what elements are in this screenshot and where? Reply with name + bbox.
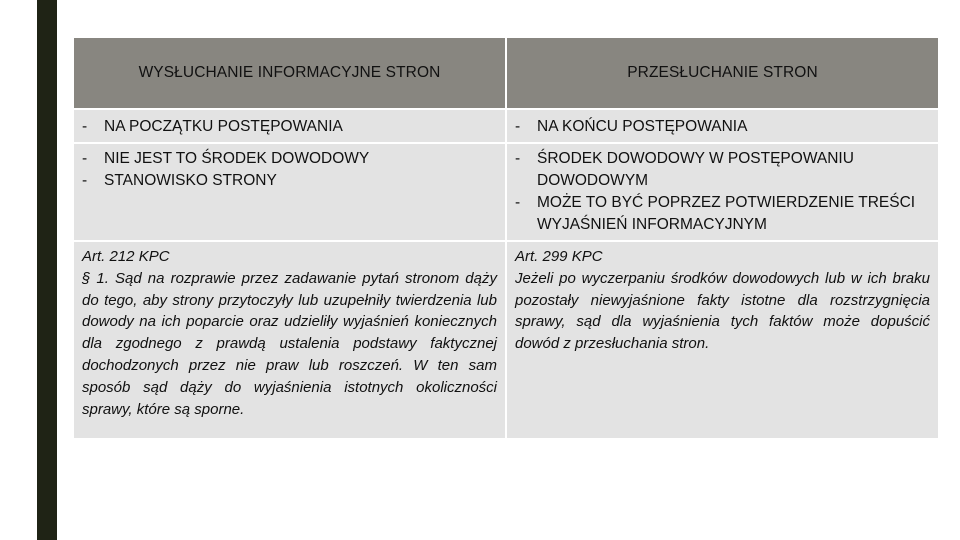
- article-212-cell: [73, 241, 506, 439]
- cell-right: [506, 143, 939, 241]
- table-row: [73, 241, 939, 439]
- header-right: PRZESŁUCHANIE STRON: [506, 37, 939, 109]
- comparison-table: [72, 36, 940, 440]
- cell-left: [73, 109, 506, 143]
- table-row: [73, 143, 939, 241]
- list-item: - NA KOŃCU POSTĘPOWANIA: [515, 118, 748, 135]
- list-item: - NIE JEST TO ŚRODEK DOWODOWY: [82, 150, 370, 167]
- left-accent-bar: [37, 0, 57, 540]
- list-item: - MOŻE TO BYĆ POPRZEZ POTWIERDZENIE TREŚCI WYJAŚNIEŃ INFORMACYJNYM: [515, 194, 916, 233]
- cell-right: [506, 109, 939, 143]
- article-body: § 1. Sąd na rozprawie przez zadawanie pytań stronom dąży do tego, aby strony przytoczyły lub uzupełniły twierdzenia lub dowody na ich poparcie oraz udzieliły wyjaśnień koniecznych dla zgodnego z prawdą ustalenia podstawy faktycznej dochodzonych przez nie praw lub roszczeń. W ten sam sposób sąd dąży do wyjaśnienia istotnych okoliczności sprawy, które są sporne.: [82, 269, 497, 418]
- article-title: Art. 299 KPC: [515, 248, 603, 265]
- list-item: - NA POCZĄTKU POSTĘPOWANIA: [82, 118, 343, 135]
- article-title: Art. 212 KPC: [82, 248, 170, 265]
- list-item: - ŚRODEK DOWODOWY W POSTĘPOWANIU DOWODOWYM: [515, 150, 854, 189]
- cell-left: [73, 143, 506, 241]
- table-row: [73, 109, 939, 143]
- list-item: - STANOWISKO STRONY: [82, 172, 277, 189]
- header-left: WYSŁUCHANIE INFORMACYJNE STRON: [73, 37, 506, 109]
- article-299-cell: [506, 241, 939, 439]
- table-header-row: [73, 37, 939, 109]
- article-body: Jeżeli po wyczerpaniu środków dowodowych lub w ich braku pozostały niewyjaśnione fakty istotne dla rozstrzygnięcia sprawy, sąd dla wyjaśnienia tych faktów może dopuścić dowód z przesłuchania stron.: [515, 269, 930, 353]
